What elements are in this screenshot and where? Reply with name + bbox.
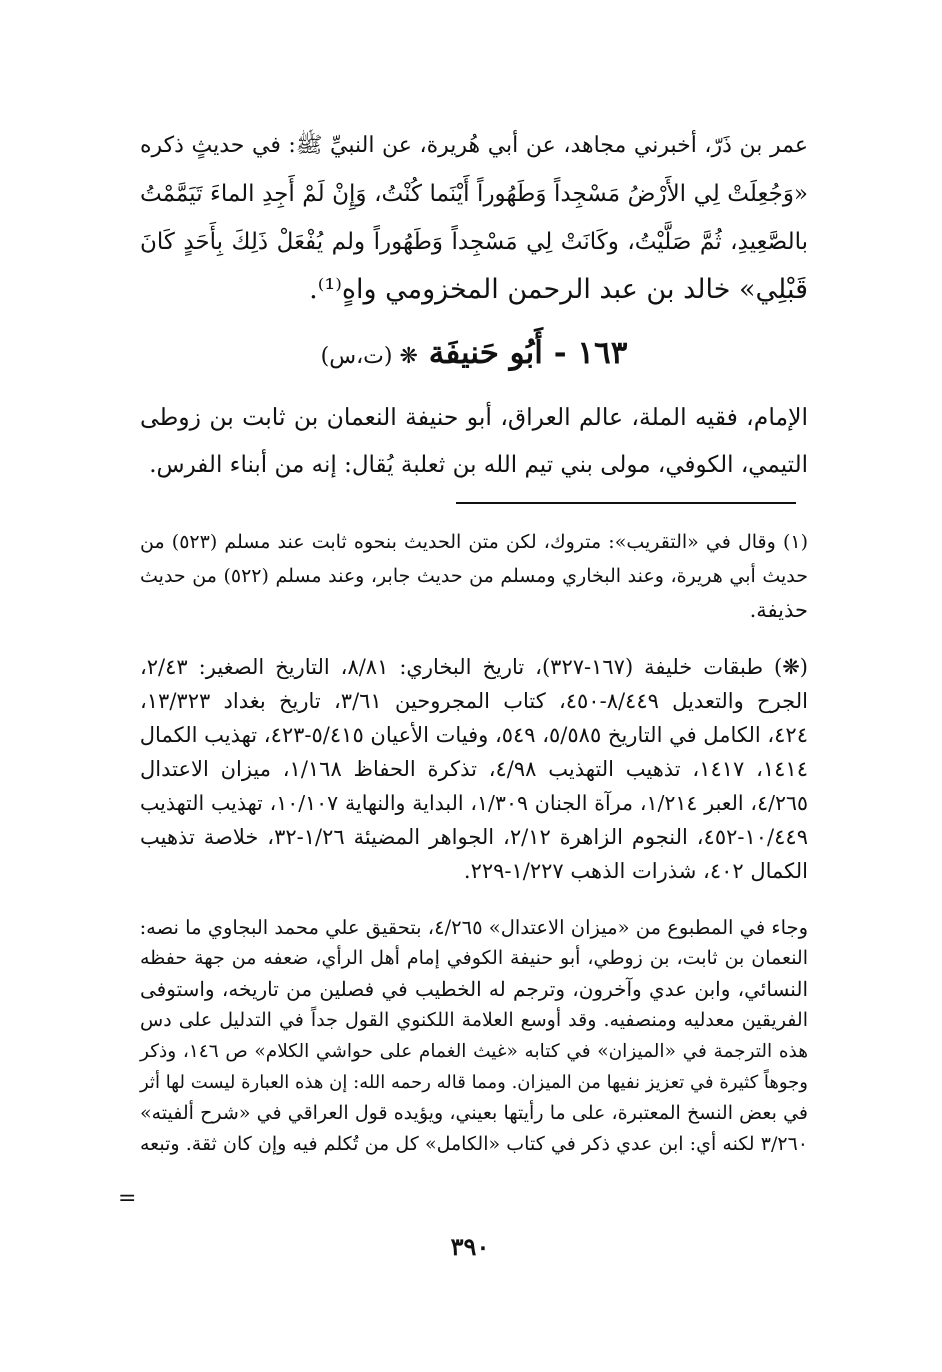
entry-heading [140, 333, 808, 377]
footnote-line: الجرح والتعديل ٨/٤٤٩-٤٥٠، كتاب المجروحين ٣/٦١، تاريخ بغداد ١٣/٣٢٣، [140, 689, 808, 713]
footnote-1 [140, 525, 808, 627]
footnote-line: هذه الترجمة في «الميزان» في كتابه «غيث الغمام على حواشي الكلام» ص ١٤٦، وذكر [140, 1041, 809, 1062]
bio-line: الإمام، فقيه الملة، عالم العراق، أبو حنيفة النعمان بن ثابت بن زوطى [140, 403, 808, 431]
footnote-line: الفريقين معدليه ومنصفيه. وقد أوسع العلامة اللكنوي القول جداً في التدليل على دس [140, 1009, 808, 1031]
page-number: ٣٩٠ [450, 1232, 490, 1261]
footnote-line: (١) وقال في «التقريب»: متروك، لكن متن الحديث بنحوه ثابت عند مسلم (٥٢٣) من [140, 531, 808, 553]
bio-line: التيمي، الكوفي، مولى بني تيم الله بن ثعلبة يُقال: إنه من أبناء الفرس. [149, 452, 808, 478]
footnote-line: النعمان بن ثابت، بن زوطي، أبو حنيفة الكوفي إمام أهل الرأي، ضعفه من جهة حفظه [140, 947, 808, 969]
footnote-line: ٤٢٤، الكامل في التاريخ ٥/٥٨٥، ٥٤٩، وفيات الأعيان ٥/٤١٥-٤٢٣، تهذيب الكمال [139, 723, 808, 747]
footnote-line: (❋) طبقات خليفة (١٦٧-٣٢٧)، تاريخ البخاري: ٨/٨١، التاريخ الصغير: ٢/٤٣، [140, 655, 809, 679]
footnote-line: الكمال ٤٠٢، شذرات الذهب ١/٢٢٧-٢٢٩. [463, 859, 808, 883]
footnote-sources [140, 650, 808, 888]
main-text-line: «وَجُعِلَتْ لِي الأَرْضُ مَسْجِداً وَطَهُوراً أَيْنَما كُنْتُ، وَإِنْ لَمْ أَجِدِ الماءَ تَيَمَّمْتُ [140, 181, 808, 207]
main-text [140, 122, 808, 314]
footnote-line: ١٤١٤، ١٤١٧، تذهيب التهذيب ٤/٩٨، تذكرة الحفاظ ١/١٦٨، ميزان الاعتدال [140, 757, 808, 781]
main-text-line: بالصَّعِيدِ، ثُمَّ صَلَّيْتُ، وكَانَتْ لِي مَسْجِداً وَطَهُوراً ولم يُفْعَلْ ذَلِكَ بِأَحَدٍ كَانَ [140, 229, 808, 255]
main-text-line: عمر بن ذَرّ، أخبرني مجاهد، عن أبي هُريرة، عن النبيِّ ﷺ: في حديثٍ ذكره [140, 133, 808, 158]
footnote-line: ٤/٢٦٥، العبر ١/٢١٤، مرآة الجنان ١/٣٠٩، البداية والنهاية ١٠/١٠٧، تهذيب التهذيب [140, 791, 809, 815]
footnote-line: ٣/٢٦٠ لكنه أي: ابن عدي ذكر في كتاب «الكامل» كل من تُكلم فيه وإن كان ثقة. وتبعه [140, 1133, 808, 1155]
footnote-line: ١٠/٤٤٩-٤٥٢، النجوم الزاهرة ٢/١٢، الجواهر المضيئة ١/٢٦-٣٢، خلاصة تذهيب [140, 825, 808, 849]
footnote-line: حذيفة. [749, 598, 808, 622]
biography-text [140, 393, 808, 489]
footnote-line: وجاء في المطبوع من «ميزان الاعتدال» ٤/٢٦٥، بتحقيق علي محمد البجاوي ما نصه: [139, 916, 808, 939]
footnote-line: في بعض النسخ المعتبرة، على ما رأيتها بعيني، ويؤيده قول العراقي في «شرح ألفيته» [140, 1102, 808, 1124]
main-text-line: قَبْلِي» خالد بن عبد الرحمن المخزومي واهٍ⁽¹⁾. [309, 274, 808, 305]
footnote-line: وجوهاً كثيرة في تعزيز نفيها من الميزان. ومما قاله رحمه الله: إن هذه العبارة ليست لها أثر [140, 1072, 808, 1093]
footnote-note [140, 912, 808, 1160]
footnote-line: حديث أبي هريرة، وعند البخاري ومسلم من حديث جابر، وعند مسلم (٥٢٢) من حديث [140, 565, 809, 587]
continuation-mark: = [118, 1186, 137, 1211]
footnote-line: النسائي، وابن عدي وآخرون، وترجم له الخطيب في فصلين من تاريخه، واستوفى [140, 977, 808, 1001]
footnote-divider [456, 502, 796, 504]
entry-title: ١٦٣ - أَبُو حَنيفَة [428, 335, 628, 371]
entry-marks: ❋ (ت،س) [320, 344, 418, 369]
